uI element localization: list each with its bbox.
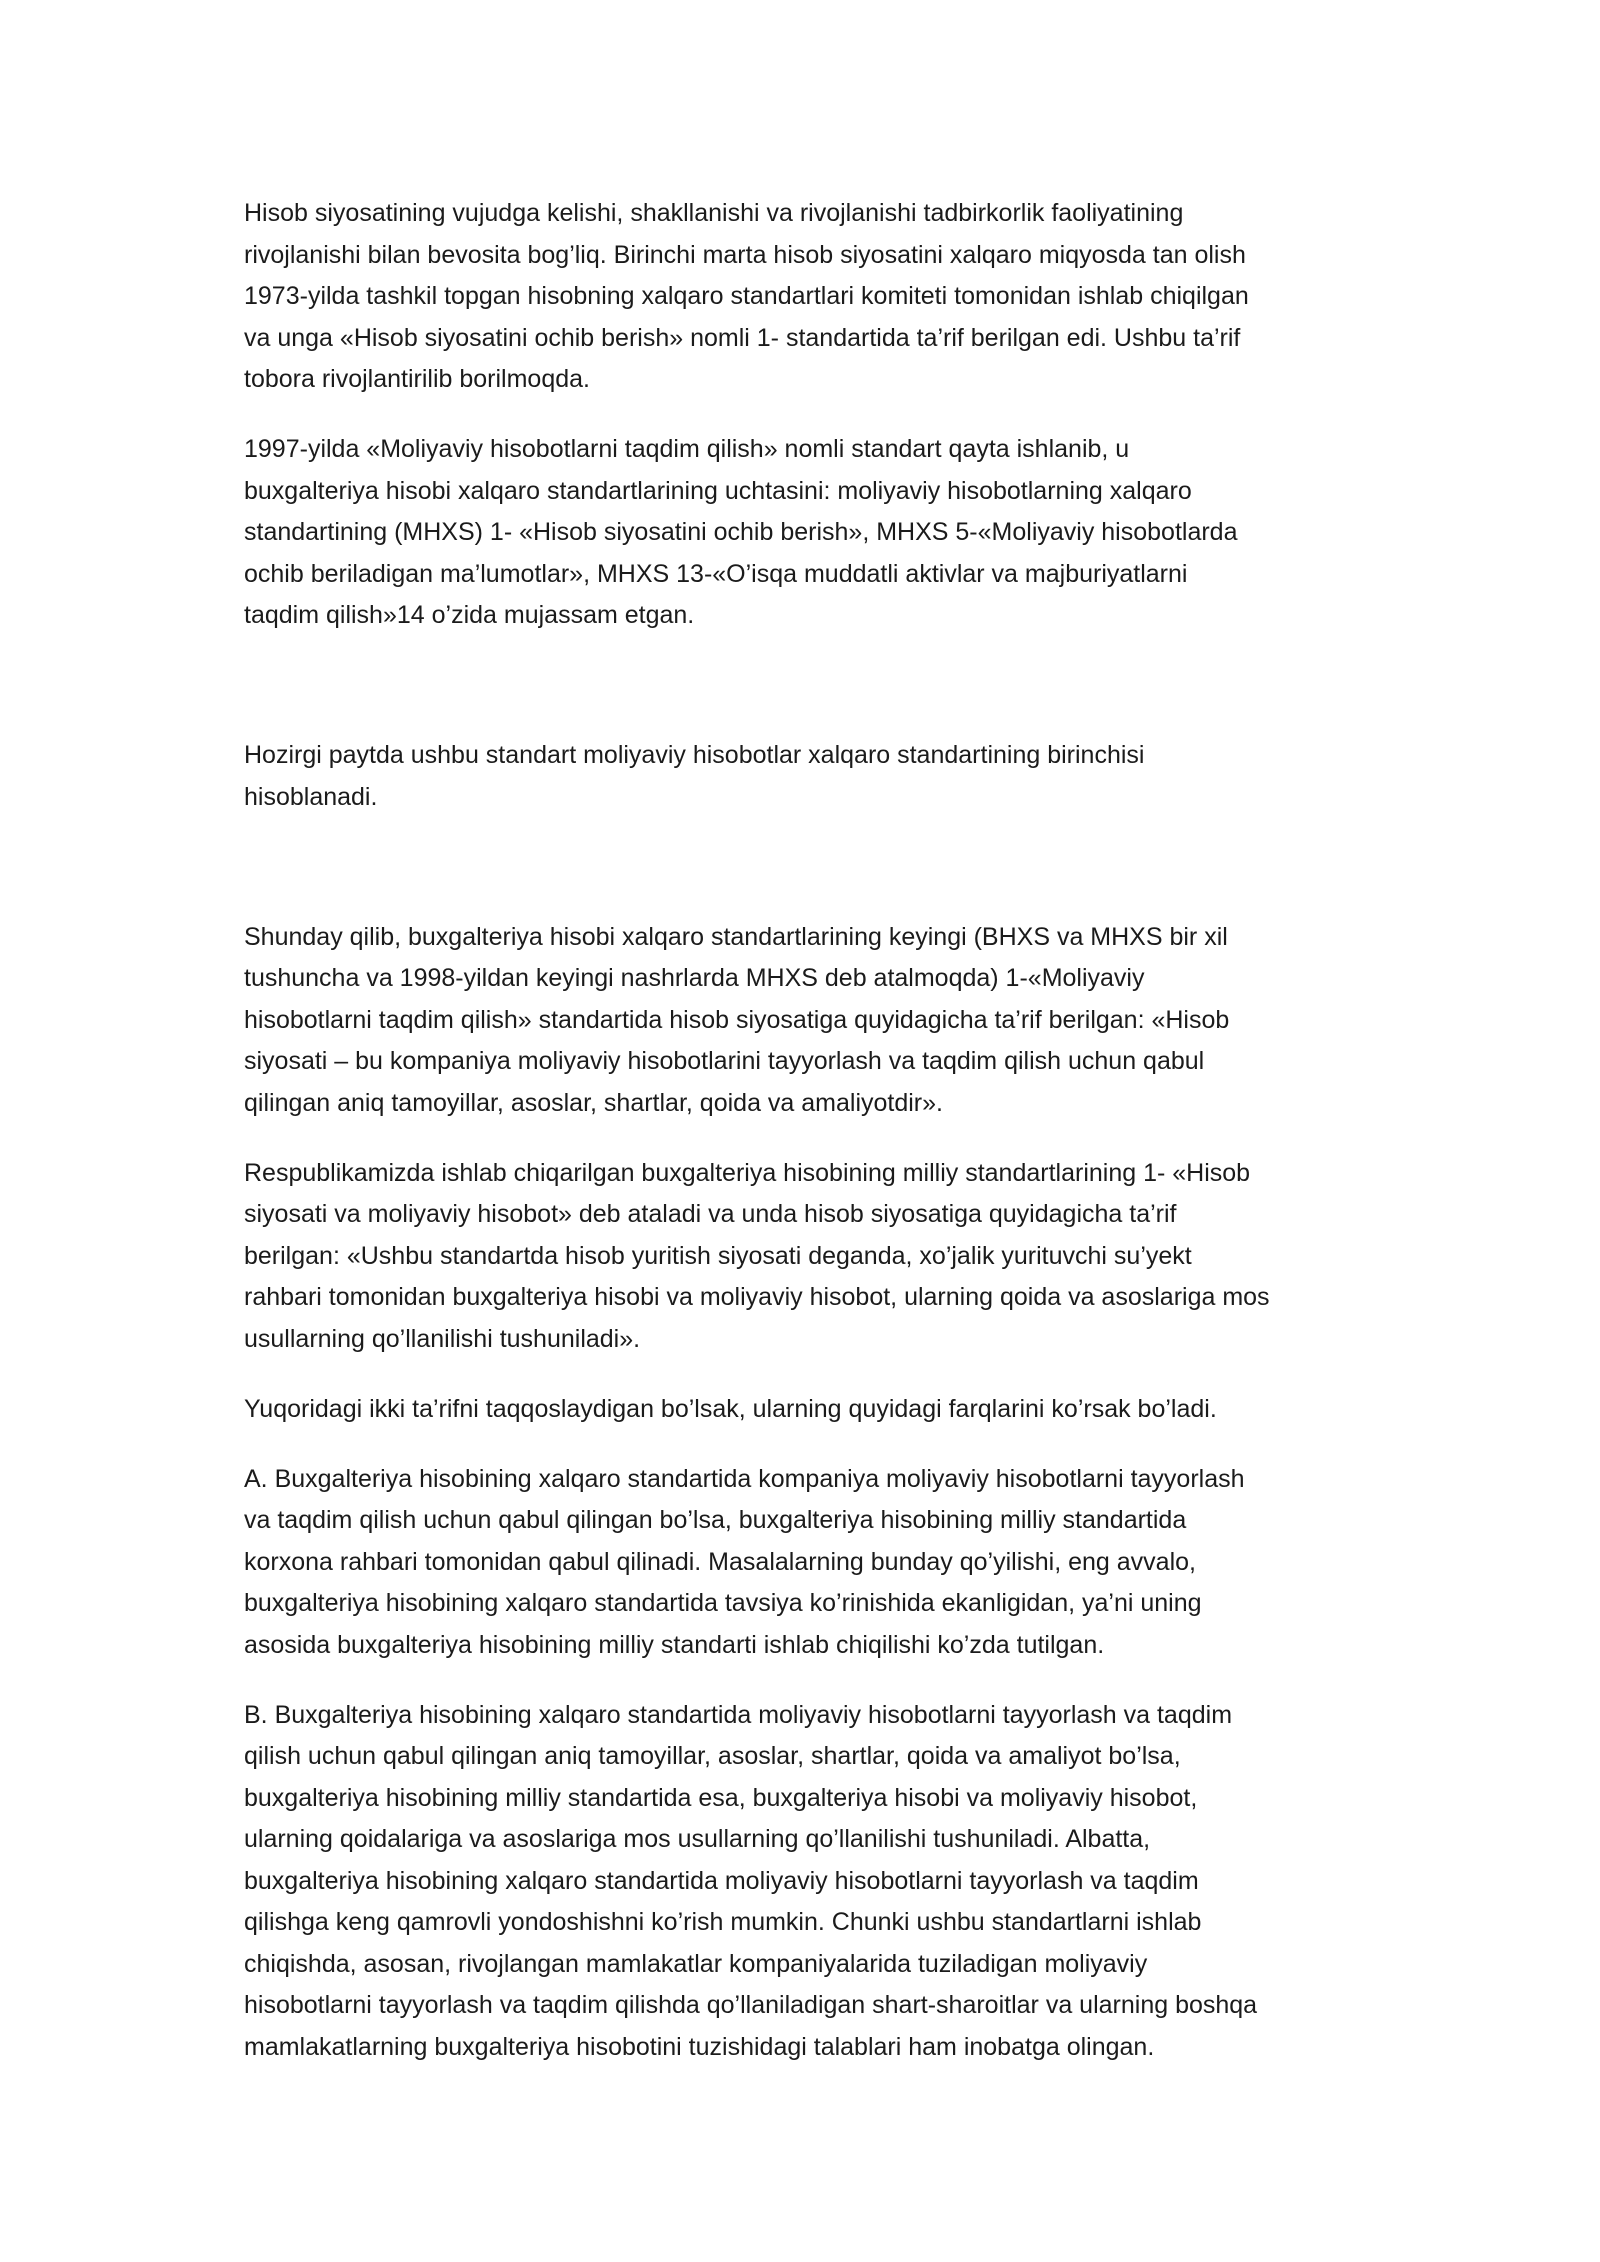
paragraph-line: siyosati – bu kompaniya moliyaviy hisobotlarini tayyorlash va taqdim qilish uchun qabul [244,1047,1205,1075]
paragraph-line: rahbari tomonidan buxgalteriya hisobi va moliyaviy hisobot, ularning qoida va asoslariga mos [244,1283,1270,1311]
paragraph-line: Hozirgi paytda ushbu standart moliyaviy hisobotlar xalqaro standartining birinchisi [244,741,1145,769]
paragraph-3 [244,735,1424,818]
paragraph-line: Hisob siyosatining vujudga kelishi, shakllanishi va rivojlanishi tadbirkorlik faoliyatining [244,199,1184,227]
paragraph-line: 1973-yilda tashkil topgan hisobning xalqaro standartlari komiteti tomonidan ishlab chiqilgan [244,282,1249,310]
paragraph-line: 1997-yilda «Moliyaviy hisobotlarni taqdim qilish» nomli standart qayta ishlanib, u [244,435,1130,463]
empty-paragraph [244,847,1424,889]
paragraph-line: hisobotlarni tayyorlash va taqdim qilishda qo’llaniladigan shart-sharoitlar va ularning boshqa [244,1991,1258,2019]
paragraph-line: Shunday qilib, buxgalteriya hisobi xalqaro standartlarining keyingi (BHXS va MHXS bir xil [244,922,1228,951]
paragraph-line: siyosati va moliyaviy hisobot» deb ataladi va unda hisob siyosatiga quyidagicha ta’rif [244,1200,1177,1228]
empty-paragraph [244,665,1424,707]
paragraph-line: hisoblanadi. [244,782,378,811]
paragraph-line: ularning qoidalariga va asoslariga mos usullarning qo’llanilishi tushuniladi. Albatta, [244,1825,1151,1853]
paragraph-line: chiqishda, asosan, rivojlangan mamlakatlar kompaniyalarida tuziladigan moliyaviy [244,1949,1148,1978]
paragraph-line: qilish uchun qabul qilingan aniq tamoyillar, asoslar, shartlar, qoida va amaliyot bo’lsa, [244,1742,1181,1770]
paragraph-line: buxgalteriya hisobining xalqaro standartida moliyaviy hisobotlarni tayyorlash va taqdim [244,1866,1199,1895]
paragraph-line: tobora rivojlantirilib borilmoqda. [244,365,590,393]
paragraph-5 [244,1153,1424,1361]
paragraph-2 [244,429,1424,637]
paragraph-line: va unga «Hisob siyosatini ochib berish» nomli 1- standartida ta’rif berilgan edi. Ushbu ta’rif [244,323,1241,352]
paragraph-line: buxgalteriya hisobining milliy standartida esa, buxgalteriya hisobi va moliyaviy hisobot, [244,1783,1198,1812]
paragraph-line: tushuncha va 1998-yildan keyingi nashrlarda MHXS deb atalmoqda) 1-«Moliyaviy [244,964,1145,992]
paragraph-line: hisobotlarni taqdim qilish» standartida hisob siyosatiga quyidagicha ta’rif berilgan: «Hisob [244,1005,1230,1034]
paragraph-line: qilishga keng qamrovli yondoshishni ko’rish mumkin. Chunki ushbu standartlarni ishlab [244,1908,1202,1936]
paragraph-line: Yuqoridagi ikki ta’rifni taqqoslaydigan bo’lsak, ularning quyidagi farqlarini ko’rsak bo’ladi. [244,1394,1217,1423]
paragraph-line: usullarning qo’llanilishi tushuniladi». [244,1324,641,1353]
paragraph-line: Respublikamizda ishlab chiqarilgan buxgalteriya hisobining milliy standartlarining 1- «Hisob [244,1158,1251,1187]
paragraph-line: buxgalteriya hisobining xalqaro standartida tavsiya ko’rinishida ekanligidan, ya’ni uning [244,1589,1202,1617]
paragraph-1 [244,193,1424,401]
paragraph-line: rivojlanishi bilan bevosita bog’liq. Birinchi marta hisob siyosatini xalqaro miqyosda tan olish [244,240,1246,269]
paragraph-6 [244,1389,1424,1431]
paragraph-line: ochib beriladigan ma’lumotlar», MHXS 13-«O’isqa muddatli aktivlar va majburiyatlarni [244,559,1188,588]
paragraph-line: A. Buxgalteriya hisobining xalqaro standartida kompaniya moliyaviy hisobotlarni tayyorlash [244,1464,1245,1493]
paragraph-line: buxgalteriya hisobi xalqaro standartlarining uchtasini: moliyaviy hisobotlarning xalqaro [244,476,1192,505]
paragraph-line: korxona rahbari tomonidan qabul qilinadi. Masalalarning bunday qo’yilishi, eng avvalo, [244,1547,1196,1576]
document-body [244,193,1424,2097]
paragraph-8 [244,1695,1424,2069]
paragraph-line: asosida buxgalteriya hisobining milliy standarti ishlab chiqilishi ko’zda tutilgan. [244,1630,1105,1659]
paragraph-line: va taqdim qilish uchun qabul qilingan bo’lsa, buxgalteriya hisobining milliy standartida [244,1506,1187,1534]
paragraph-line: berilgan: «Ushbu standartda hisob yuritish siyosati deganda, xo’jalik yurituvchi su’yekt [244,1241,1192,1270]
paragraph-line: mamlakatlarning buxgalteriya hisobotini tuzishidagi talablari ham inobatga olingan. [244,2032,1155,2061]
paragraph-line: qilingan aniq tamoyillar, asoslar, shartlar, qoida va amaliyotdir». [244,1088,943,1117]
paragraph-line: standartining (MHXS) 1- «Hisob siyosatini ochib berish», MHXS 5-«Moliyaviy hisobotlarda [244,518,1238,546]
paragraph-4 [244,917,1424,1125]
paragraph-line: taqdim qilish»14 o’zida mujassam etgan. [244,601,695,629]
paragraph-7 [244,1459,1424,1667]
paragraph-line: B. Buxgalteriya hisobining xalqaro standartida moliyaviy hisobotlarni tayyorlash va taqdim [244,1700,1233,1729]
